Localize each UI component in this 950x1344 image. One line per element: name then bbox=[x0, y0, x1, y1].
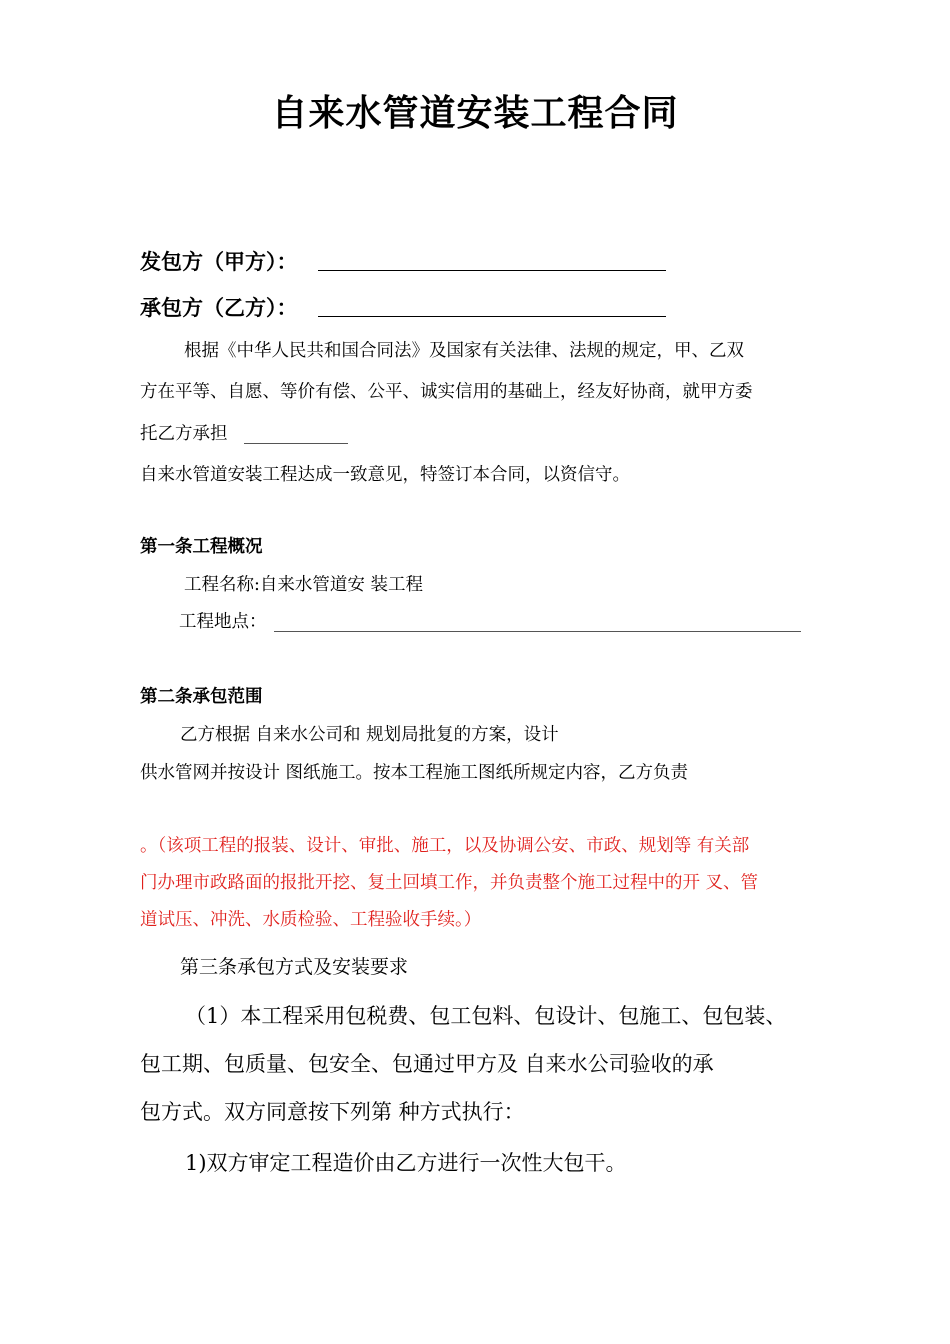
article-3-option-1: 1)双方审定工程造价由乙方进行一次性大包干。 bbox=[185, 1151, 627, 1175]
article-2-heading: 第二条承包范围 bbox=[140, 687, 263, 707]
preamble-line-1: 根据《中华人民共和国合同法》及国家有关法律、法规的规定，甲、乙双 bbox=[184, 341, 744, 361]
article-3-heading: 第三条承包方式及安装要求 bbox=[180, 956, 409, 978]
party-b-blank bbox=[318, 316, 666, 317]
project-location-blank bbox=[274, 631, 801, 632]
article-3-item-1-line-3: 包方式。双方同意按下列第 种方式执行： bbox=[140, 1100, 525, 1124]
article-3-item-1-line-2: 包工期、包质量、包安全、包通过甲方及 自来水公司验收的承 bbox=[140, 1052, 714, 1076]
project-name: 工程名称:自来水管道安 装工程 bbox=[184, 575, 423, 595]
preamble-line-3: 托乙方承担 bbox=[140, 424, 228, 444]
document-title: 自来水管道安装工程合同 bbox=[271, 92, 679, 134]
contractor-task-blank bbox=[244, 443, 348, 444]
preamble-line-2: 方在平等、自愿、等价有偿、公平、诚实信用的基础上，经友好协商，就甲方委 bbox=[140, 382, 753, 402]
article-2-line-2: 供水管网并按设计 图纸施工。按本工程施工图纸所规定内容，乙方负责 bbox=[140, 763, 689, 783]
project-location-label: 工程地点： bbox=[179, 612, 267, 632]
party-a-blank bbox=[318, 270, 666, 271]
article-2-red-line-2: 门办理市政路面的报批开挖、复土回填工作，并负责整个施工过程中的开 叉、管 bbox=[140, 873, 759, 893]
article-2-red-line-1: 。（该项工程的报装、设计、审批、施工，以及协调公安、市政、规划等 有关部 bbox=[140, 836, 750, 856]
party-b-label: 承包方（乙方）： bbox=[140, 295, 298, 320]
article-3-item-1-line-1: （1）本工程采用包税费、包工包料、包设计、包施工、包包装、 bbox=[185, 1004, 787, 1028]
article-2-line-1: 乙方根据 自来水公司和 规划局批复的方案，设计 bbox=[180, 725, 559, 745]
party-a-label: 发包方（甲方）： bbox=[140, 249, 298, 274]
article-2-red-line-3: 道试压、冲洗、水质检验、工程验收手续。） bbox=[140, 910, 482, 930]
preamble-line-4: 自来水管道安装工程达成一致意见，特签订本合同，以资信守。 bbox=[140, 465, 630, 485]
article-1-heading: 第一条工程概况 bbox=[140, 537, 263, 557]
